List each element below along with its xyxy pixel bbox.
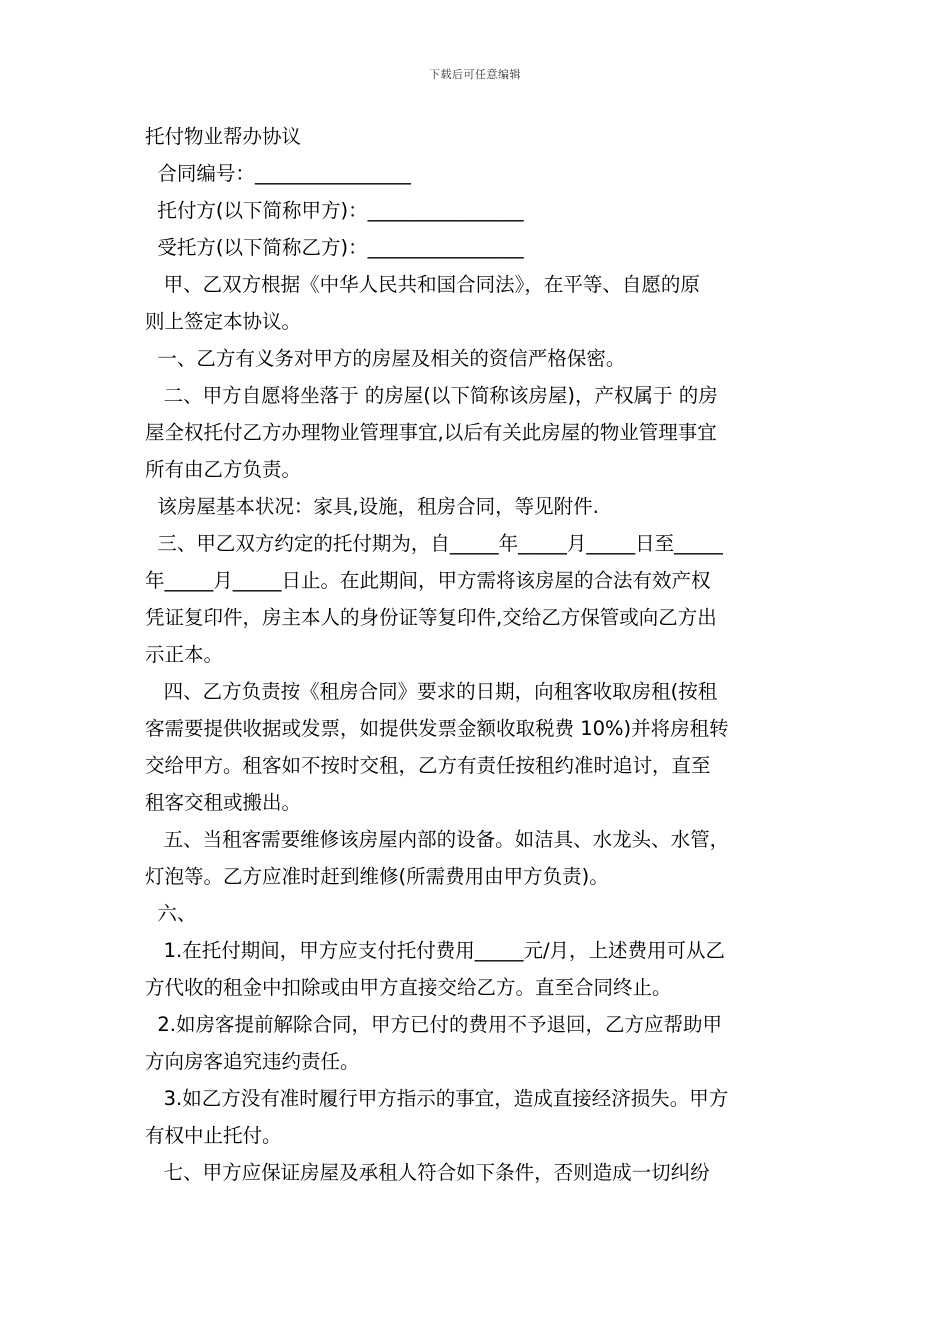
body-line: 交给甲方。租客如不按时交租，乙方有责任按租约准时追讨，直至 [145,754,711,777]
body-line: 灯泡等。乙方应准时赶到维修(所需费用由甲方负责)。 [145,865,609,888]
body-line: 一、乙方有义务对甲方的房屋及相关的资信严格保密。 [145,347,626,370]
body-line: 屋全权托付乙方办理物业管理事宜,以后有关此房屋的物业管理事宜 [145,421,717,444]
body-line: 示正本。 [145,643,224,666]
body-line: 1.在托付期间，甲方应支付托付费用_____元/月，上述费用可从乙 [145,939,726,962]
body-line: 3.如乙方没有准时履行甲方指示的事宜，造成直接经济损失。甲方 [145,1087,729,1110]
body-line: 四、乙方负责按《租房合同》要求的日期，向租客收取房租(按租 [145,680,718,703]
body-line: 凭证复印件，房主本人的身份证等复印件,交给乙方保管或向乙方出 [145,606,717,629]
body-line: 五、当租客需要维修该房屋内部的设备。如洁具、水龙头、水管， [145,828,730,851]
body-line: 托付方(以下简称甲方)：________________ [145,199,524,222]
body-line: 方向房客追究违约责任。 [145,1050,360,1073]
body-line: 三、甲乙双方约定的托付期为，自_____年_____月_____日至_____ [145,532,723,555]
body-line: 租客交租或搬出。 [145,791,302,814]
body-line: 所有由乙方负责。 [145,458,302,481]
body-line: 客需要提供收据或发票，如提供发票金额收取税费 10%)并将房租转 [145,717,729,740]
body-line: 二、甲方自愿将坐落于 的房屋(以下简称该房屋)，产权属于 的房 [145,384,718,407]
body-line: 受托方(以下简称乙方)：________________ [145,236,524,259]
body-line: 七、甲方应保证房屋及承租人符合如下条件，否则造成一切纠纷 [145,1161,710,1184]
body-line: 则上签定本协议。 [145,310,302,333]
body-line: 方代收的租金中扣除或由甲方直接交给乙方。直至合同终止。 [145,976,672,999]
body-line: 2.如房客提前解除合同，甲方已付的费用不予退回，乙方应帮助甲 [145,1013,723,1036]
document-body [145,118,821,1191]
document-title: 托付物业帮办协议 [145,125,302,148]
page-header: 下载后可任意编辑 [429,68,521,81]
body-line: 年_____月_____日止。在此期间，甲方需将该房屋的合法有效产权 [145,569,711,592]
body-line: 甲、乙双方根据《中华人民共和国合同法》，在平等、自愿的原 [145,273,700,296]
body-line: 该房屋基本状况：家具,设施，租房合同，等见附件. [145,495,599,518]
body-line: 六、 [145,902,197,925]
body-line: 合同编号：________________ [145,162,411,185]
body-line: 有权中止托付。 [145,1124,282,1147]
